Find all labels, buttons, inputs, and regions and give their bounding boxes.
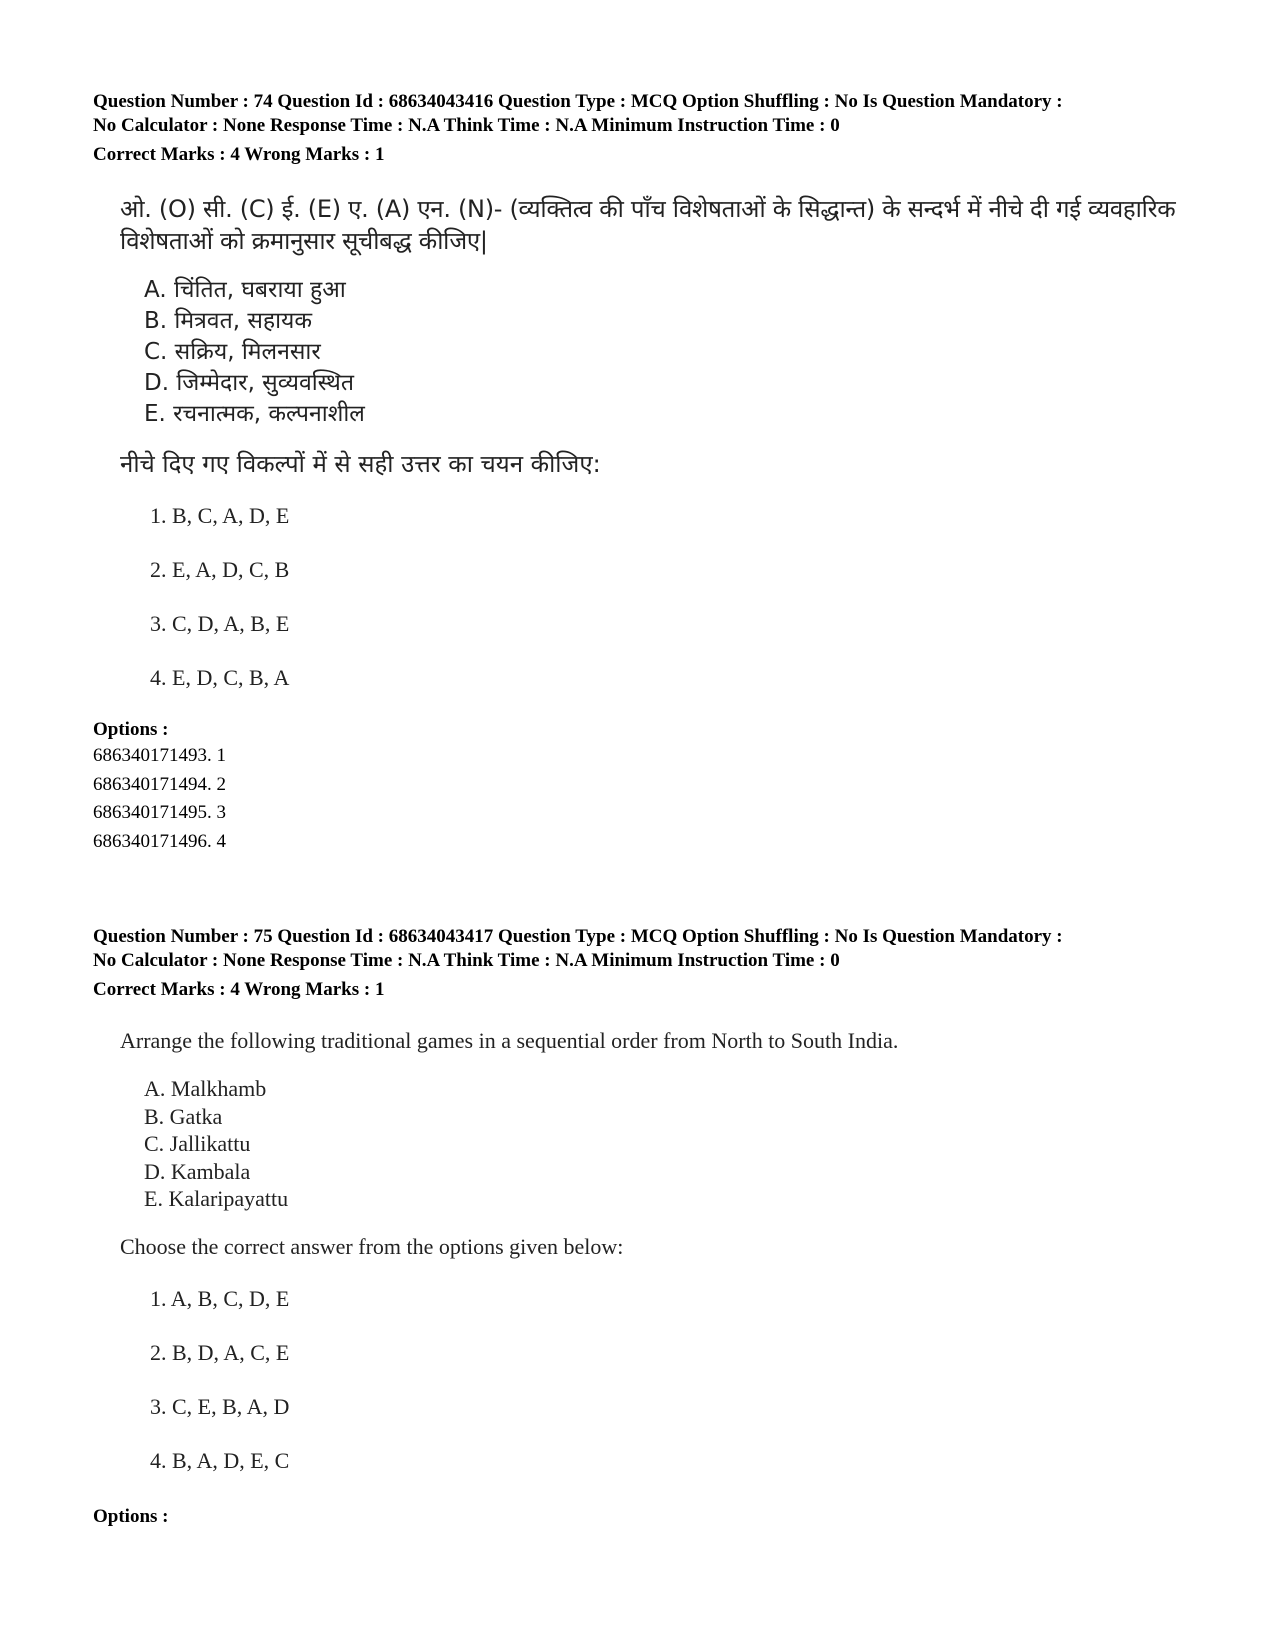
marks-line: Correct Marks : 4 Wrong Marks : 1: [93, 979, 385, 1000]
answer-choice-list: [120, 502, 1210, 692]
statement-item: C. सक्रिय, मिलनसार: [144, 339, 321, 365]
question-stem-line-2: विशेषताओं को क्रमानुसार सूचीबद्ध कीजिए|: [120, 227, 488, 255]
statement-item: D. जिम्मेदार, सुव्यवस्थित: [144, 370, 354, 396]
marks-line: Correct Marks : 4 Wrong Marks : 1: [93, 144, 385, 165]
statement-item: A. चिंतित, घबराया हुआ: [144, 277, 346, 303]
option-row: 686340171496. 4: [93, 830, 226, 852]
answer-choice: 4. E, D, C, B, A: [150, 665, 290, 690]
question-meta-line-2: No Calculator : None Response Time : N.A Think Time : N.A Minimum Instruction Time : 0: [93, 115, 840, 136]
answer-choice: 3. C, D, A, B, E: [150, 611, 290, 636]
statement-list: [120, 1075, 1210, 1213]
option-row: 686340171495. 3: [93, 802, 226, 823]
answer-choice-list: [120, 1285, 1210, 1475]
answer-choice: 1. A, B, C, D, E: [150, 1285, 290, 1311]
question-stem-line-1: ओ. (O) सी. (C) ई. (E) ए. (A) एन. (N)- (व्यक्तित्व की पाँच विशेषताओं के सिद्धान्त) के सन्दर्भ में नीचे दी गई व्यवहारिक: [120, 195, 1176, 223]
question-block-75: [93, 925, 1213, 1527]
answer-instruction: Choose the correct answer from the options given below:: [120, 1233, 624, 1259]
statement-item: A. Malkhamb: [144, 1076, 267, 1101]
statement-item: E. रचनात्मक, कल्पनाशील: [144, 401, 365, 427]
option-row: 686340171494. 2: [93, 773, 226, 795]
statement-item: C. Jallikattu: [144, 1131, 251, 1156]
statement-list: [120, 275, 1210, 430]
question-stem-image: [120, 1027, 1210, 1501]
answer-choice: 1. B, C, A, D, E: [150, 503, 290, 528]
answer-choice: 4. B, A, D, E, C: [150, 1447, 290, 1473]
question-stem-image: [120, 193, 1210, 718]
options-label: Options :: [93, 1506, 169, 1527]
answer-instruction: नीचे दिए गए विकल्पों में से सही उत्तर का चयन कीजिए:: [120, 450, 601, 478]
options-section: [93, 718, 226, 856]
question-stem-line-1: Arrange the following traditional games in a sequential order from North to South India.: [120, 1028, 899, 1053]
answer-choice: 2. E, A, D, C, B: [150, 557, 290, 582]
question-meta-line-1: Question Number : 74 Question Id : 68634043416 Question Type : MCQ Option Shuffling : No Is Question Mandatory :: [93, 91, 1063, 112]
option-row: 686340171493. 1: [93, 745, 226, 766]
statement-item: B. Gatka: [144, 1103, 223, 1129]
question-meta-line-1: Question Number : 75 Question Id : 68634043417 Question Type : MCQ Option Shuffling : No Is Question Mandatory :: [93, 926, 1063, 947]
answer-choice: 2. B, D, A, C, E: [150, 1339, 290, 1365]
options-label: Options :: [93, 719, 169, 740]
options-section: [93, 1505, 169, 1529]
answer-choice: 3. C, E, B, A, D: [150, 1393, 290, 1419]
statement-item: B. मित्रवत, सहायक: [144, 308, 313, 334]
statement-item: D. Kambala: [144, 1158, 251, 1184]
statement-item: E. Kalaripayattu: [144, 1186, 289, 1211]
question-meta-line-2: No Calculator : None Response Time : N.A Think Time : N.A Minimum Instruction Time : 0: [93, 950, 840, 971]
question-block-74: [93, 90, 1213, 852]
